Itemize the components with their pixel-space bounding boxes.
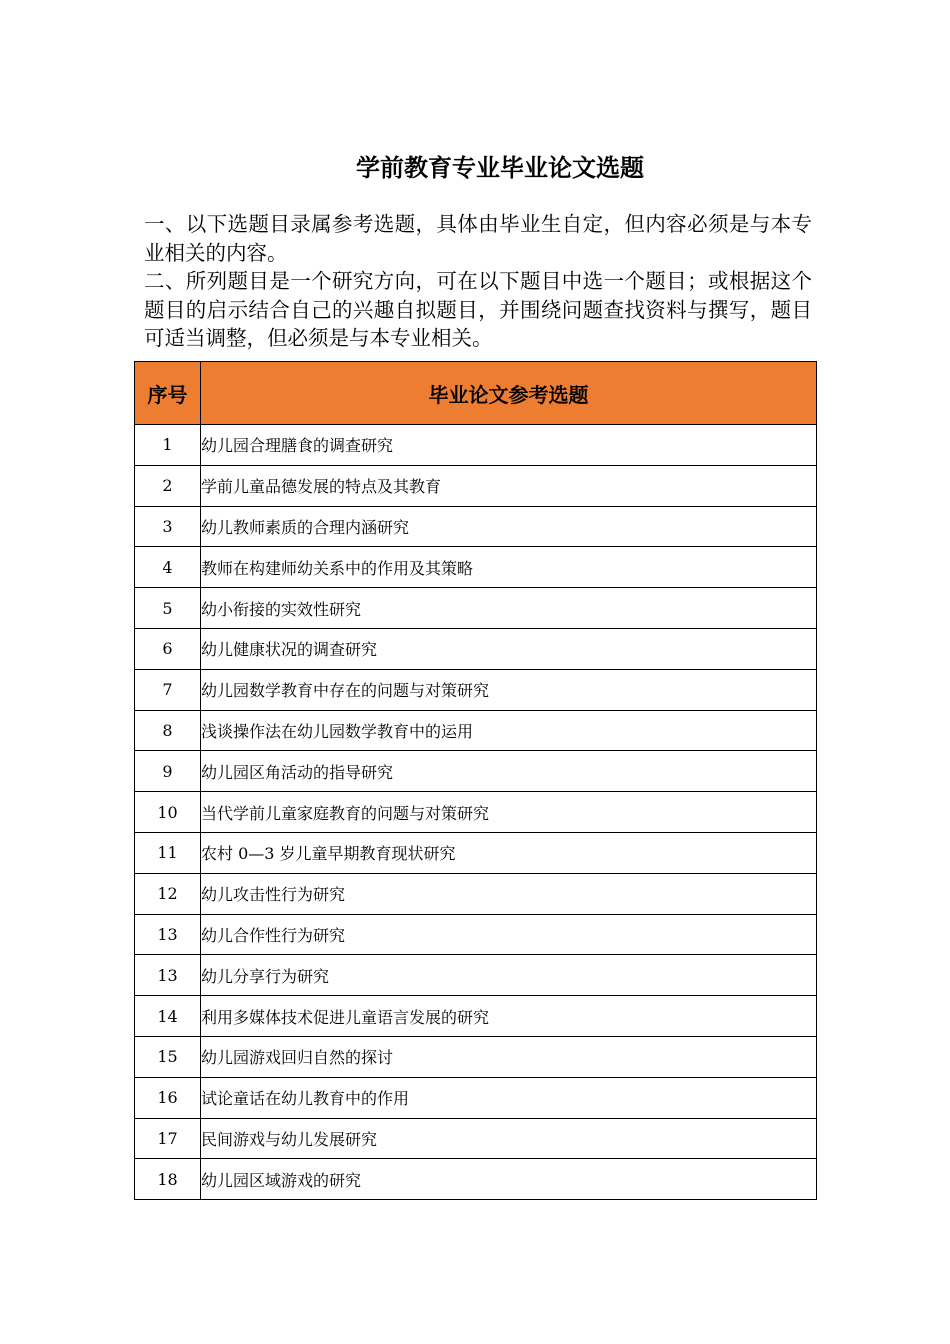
row-topic: 幼儿园区域游戏的研究	[201, 1159, 817, 1200]
table-row	[135, 425, 817, 466]
row-number: 17	[135, 1118, 201, 1159]
row-topic: 幼儿园合理膳食的调查研究	[201, 425, 817, 466]
row-number: 16	[135, 1077, 201, 1118]
table-header-row	[135, 362, 817, 425]
row-topic: 幼儿教师素质的合理内涵研究	[201, 506, 817, 547]
row-number: 3	[135, 506, 201, 547]
row-number: 7	[135, 669, 201, 710]
table-row	[135, 506, 817, 547]
table-row	[135, 996, 817, 1037]
row-topic: 浅谈操作法在幼儿园数学教育中的运用	[201, 710, 817, 751]
row-number: 9	[135, 751, 201, 792]
row-number: 13	[135, 914, 201, 955]
header-topic: 毕业论文参考选题	[201, 362, 817, 425]
row-topic: 幼儿园游戏回归自然的探讨	[201, 1036, 817, 1077]
table-row	[135, 792, 817, 833]
table-row	[135, 1159, 817, 1200]
row-number: 2	[135, 465, 201, 506]
table-row	[135, 628, 817, 669]
row-topic: 利用多媒体技术促进儿童语言发展的研究	[201, 996, 817, 1037]
row-topic: 学前儿童品德发展的特点及其教育	[201, 465, 817, 506]
row-topic: 教师在构建师幼关系中的作用及其策略	[201, 547, 817, 588]
row-topic: 民间游戏与幼儿发展研究	[201, 1118, 817, 1159]
row-number: 6	[135, 628, 201, 669]
row-number: 13	[135, 955, 201, 996]
table-row	[135, 1118, 817, 1159]
row-number: 11	[135, 832, 201, 873]
row-topic: 幼儿健康状况的调查研究	[201, 628, 817, 669]
row-number: 15	[135, 1036, 201, 1077]
table-row	[135, 465, 817, 506]
row-number: 18	[135, 1159, 201, 1200]
row-topic: 幼儿园数学教育中存在的问题与对策研究	[201, 669, 817, 710]
table-row	[135, 751, 817, 792]
intro-paragraph-1: 一、以下选题目录属参考选题，具体由毕业生自定，但内容必须是与本专业相关的内容。	[144, 212, 812, 265]
row-topic: 幼儿合作性行为研究	[201, 914, 817, 955]
row-number: 14	[135, 996, 201, 1037]
table-row	[135, 955, 817, 996]
row-topic: 幼儿园区角活动的指导研究	[201, 751, 817, 792]
table-row	[135, 1036, 817, 1077]
page-title: 学前教育专业毕业论文选题	[356, 154, 644, 182]
row-topic: 当代学前儿童家庭教育的问题与对策研究	[201, 792, 817, 833]
row-topic: 试论童话在幼儿教育中的作用	[201, 1077, 817, 1118]
table-row	[135, 547, 817, 588]
table-row	[135, 873, 817, 914]
row-number: 4	[135, 547, 201, 588]
row-topic: 农村 0—3 岁儿童早期教育现状研究	[201, 832, 817, 873]
row-topic: 幼儿攻击性行为研究	[201, 873, 817, 914]
table-row	[135, 669, 817, 710]
table-row	[135, 710, 817, 751]
row-number: 12	[135, 873, 201, 914]
table-row	[135, 832, 817, 873]
table-row	[135, 1077, 817, 1118]
row-number: 5	[135, 588, 201, 629]
table-row	[135, 588, 817, 629]
intro-text	[144, 210, 812, 353]
table-body	[135, 425, 817, 1200]
row-topic: 幼小衔接的实效性研究	[201, 588, 817, 629]
table-row	[135, 914, 817, 955]
row-topic: 幼儿分享行为研究	[201, 955, 817, 996]
topics-table	[134, 361, 817, 1200]
row-number: 1	[135, 425, 201, 466]
row-number: 8	[135, 710, 201, 751]
header-number: 序号	[135, 362, 201, 425]
row-number: 10	[135, 792, 201, 833]
intro-paragraph-2: 二、所列题目是一个研究方向，可在以下题目中选一个题目；或根据这个题目的启示结合自己的兴趣自拟题目，并围绕问题查找资料与撰写，题目可适当调整，但必须是与本专业相关。	[144, 269, 812, 350]
